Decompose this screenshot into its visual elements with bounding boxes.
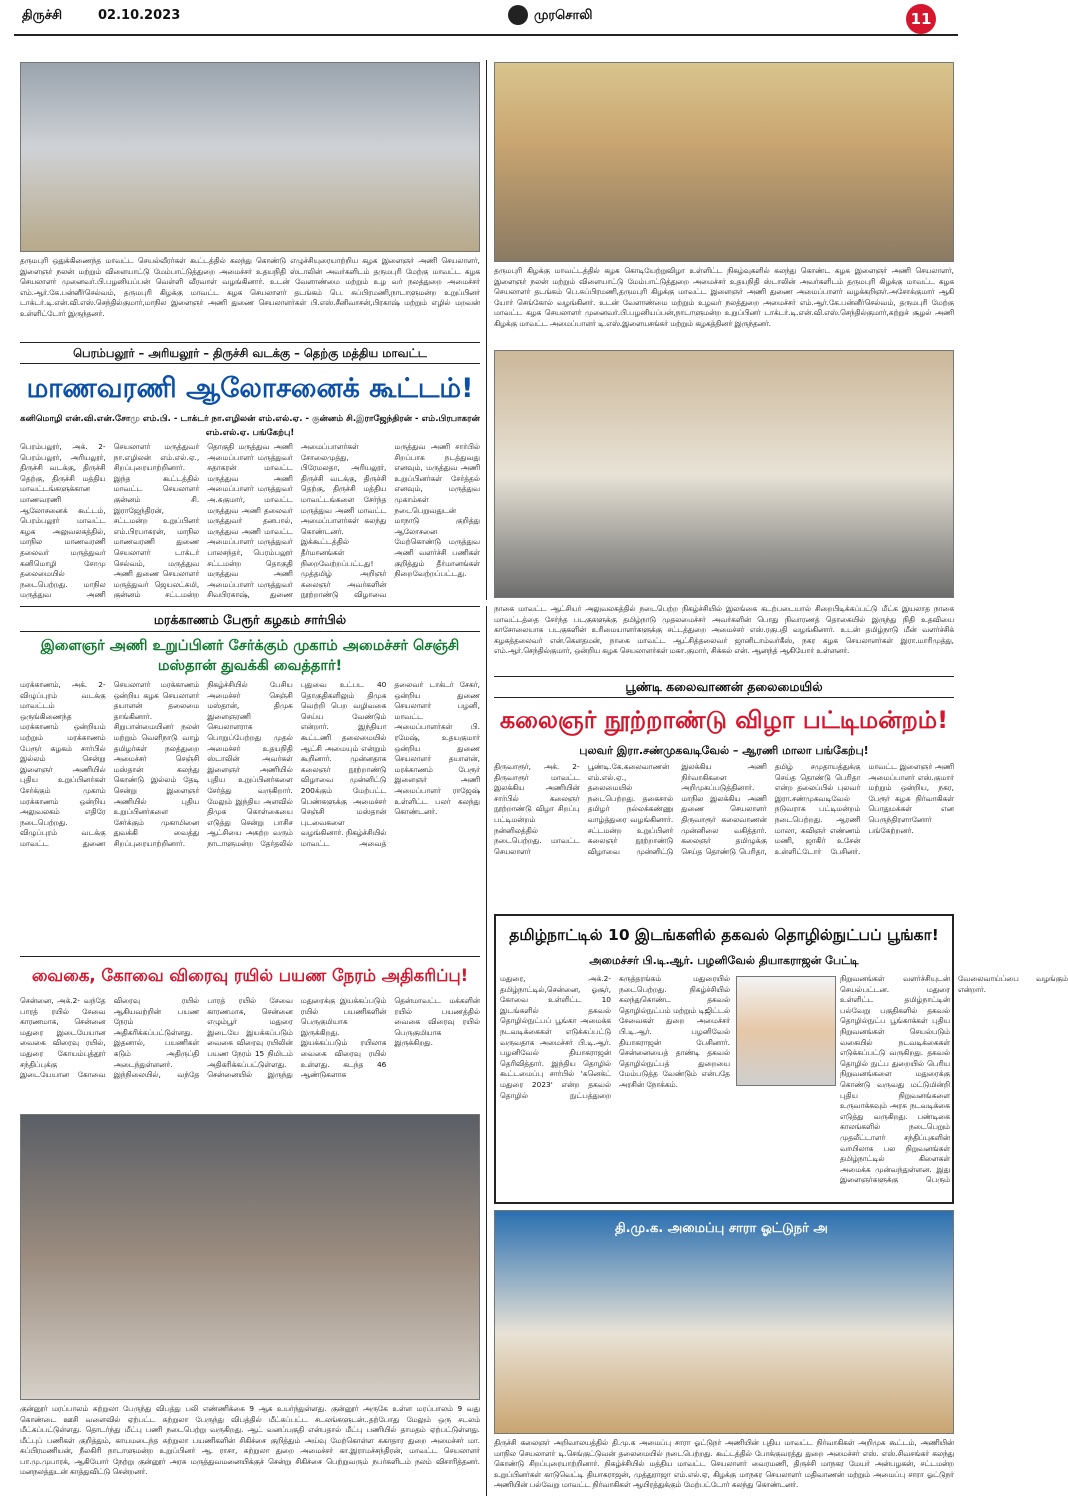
story-kicker: மரக்காணம் பேரூர் கழகம் சார்பில் xyxy=(20,610,480,632)
edition-date: 02.10.2023 xyxy=(98,8,181,23)
edition-place: திருச்சி xyxy=(22,8,63,23)
story-body: பெரம்பலூர், அக். 2- பெரம்பலூர், அரியலூர், திருச்சி வடக்கு, திருச்சி தெற்கு, திருச்சி மத்திய மாவட்டங்களுக்கான மாணவரணி ஆலோசனைக் கூட்டம், பெரம்பலூர் மாவட்ட கழக அலுவலகத்தில், மாநில மாணவரணி தலைவர் மருத்துவர் கனிமொழி சோமு தலைமையில் நடைபெற்றது. மாநில மருத்துவ அணி செயலாளர் மருத்துவர் நா.எழிலன் எம்.எல்.ஏ., சிறப்புரையாற்றினார். இந்த கூட்டத்தில் மாவட்ட செயலாளர் குன்னம் சி. இராஜேந்திரன், சட்டமன்ற உறுப்பினர் எம்.பிரபாகரன், மாநில மாணவரணி துணை செயலாளர் டாக்டர் செல்வம், மருத்துவ அணி துணை செயலாளர் மருத்துவர் ஜெயலட்சுமி, குன்னம் சட்டமன்ற தொகுதி மருத்துவ அணி அமைப்பாளர் மருத்துவர் சுதாகரன் மாவட்ட மருத்துவ அணி அமைப்பாளர் மருத்துவர் அ.சுகுமார், மாவட்ட மருத்துவ அணி தலைவர் மருத்துவர் தனபால், மருத்துவ அணி மாவட்ட அமைப்பாளர் மருத்துவர் பாலசந்தர், பெரம்பலூர் சட்டமன்ற தொகுதி மருத்துவ அணி அமைப்பாளர் மருத்துவர் சிவபிரகாஷ், துணை அமைப்பாளர்கள் சோலைமுத்து, பிரேமலதா, அரியலூர், திருச்சி வடக்கு, திருச்சி தெற்கு, திருச்சி மத்திய மாவட்டங்களை சேர்ந்த மருத்துவ அணி மாவட்ட அமைப்பாளர்கள் கலந்து கொண்டனர். இக்கூட்டத்தில் தீர்மானங்கள் நிறைவேற்றப்பட்டது! முத்தமிழ் அறிஞர் கலைஞர் அவர்களின் நூற்றாண்டு விழாவை மருத்துவ அணி சார்பில் சிறப்பாக நடத்துவது எனவும், மருத்துவ அணி உறுப்பினர்கள் சேர்த்தல் எனவும், மருத்துவ முகாம்கள் நடைபெறுவதுடன் மாநாடு குறித்து ஆலோசனை மேற்கொண்டு மருத்துவ அணி வளர்ச்சி பணிகள் குறித்தும் தீர்மானங்கள் நிறைவேற்றப்பட்டது. xyxy=(20,442,480,600)
story-box xyxy=(494,914,1068,1204)
story-headline: கலைஞர் நூற்றாண்டு விழா பட்டிமன்றம்! xyxy=(499,706,949,734)
photo-caption: தருமபுரி ஒதுக்கிணைந்த மாவட்ட செயல்வீரர்கள் கூட்டத்தில் கலந்து கொண்டு எழுச்சியுரையாற்றிய கழக இளைஞர் அணி செயலாளர், இளைஞர் நலன் மற்றும் விளையாட்டு மேம்பாட்டுத்துறை அமைச்சர் உதயநிதி ஸ்டாலின் அவர்களிடம் தருமபுரி மேற்கு மாவட்ட கழக செயலாளர் முனைவர்.பி.பழனியப்பன் வெள்ளி வீரவாள் வழங்கினார். உடன் வேளாண்மை மற்றும் உழ வர் நலத்துறை அமைச்சர் எம்.ஆர்.கே.பன்னீர்செல்வம், தருமபுரி கிழக்கு மாவட்ட கழக செயலாளர் தடங்கம் பெ. சுப்பிரமணி,நாடாளுமன்ற உறுப்பினர் டாக்டர்.டி.என்.வி.எஸ்.செந்தில்குமார்,மாநில இளைஞர் அணி துணை செயலாளர்கள் பி.எஸ்.சீனிவாசன்,பிரகாஷ் மற்றும் எழில் மறவன் உள்ளிட்டோர் இருந்தனர். xyxy=(20,256,480,318)
story-byline: கனிமொழி என்.வி.என்.சோமு எம்.பி. - டாக்டர் நா.எழிலன் எம்.எல்.ஏ. - குன்னம் சி.இராஜேந்திரன் - எம்.பிரபாகரன் எம்.எல்.ஏ. பங்கேற்பு! xyxy=(20,414,480,438)
story-body: மரக்காணம், அக். 2- விழுப்புரம் வடக்கு மாவட்டம் ஒருங்கிணைந்த மரக்காணம் ஒன்றியம் மற்றும் மரக்காணம் பேரூர் கழகம் சார்பில் இல்லம் சென்று இளைஞர் அணியில் புதிய உறுப்பினர்கள் சேர்க்கும் முகாம் மரக்காணம் ஒன்றிய அலுவலகம் எதிரே நடைபெற்றது. விழுப்புரம் வடக்கு மாவட்ட துணை செயலாளர் மரக்காணம் ஒன்றிய கழக செயலாளர் தயாளன் தலைமை தாங்கினார். சிறுபான்மையினர் நலன் மற்றும் வெளிநாடு வாழ் தமிழர்கள் நலத்துறை அமைச்சர் செஞ்சி மஸ்தான் கலந்து கொண்டு இல்லம் தேடி சென்று இளைஞர் அணியில் புதிய உறுப்பினர்களை சேர்க்கும் முகாமினை துவக்கி வைத்து சிறப்புரையாற்றினார். நிகழ்ச்சியில் பேசிய அமைச்சர் செஞ்சி மஸ்தான், திமுக இளைஞரணி செயலாளராக பொறுப்பேற்றது முதல் அமைச்சர் உதயநிதி ஸ்டாலின் அவர்கள் இளைஞர் அணியில் புதிய உறுப்பினர்களை சேர்த்து வருகிறார். மேலும் இந்திய அளவில் திமுக கொள்கையை எடுத்து சென்று பாசிச ஆட்சியை அகற்ற வரும் நாடாளுமன்ற தேர்தலில் புதுவை உட்பட 40 தொகுதிகளிலும் திமுக வெற்றி பெற வழிவகை செய்ய வேண்டும் என்றார். இந்தியா கூட்டணி தலைமையில் ஆட்சி அமையும் என்றும் கூறினார். முன்னதாக கலைஞர் நூற்றாண்டு விழாவை முன்னிட்டு 200க்கும் மேற்பட்ட பெண்களுக்கு அமைச்சர் செஞ்சி மஸ்தான் புடவைகளை வழங்கினார். நிகழ்ச்சியில் மாவட்ட அவைத் தலைவர் டாக்டர் சேகர், ஒன்றிய துணை செயலாளர் பழனி, மாவட்ட அமைப்பாளர்கள் பி. ரமேஷ், உதயகுமார் ஒன்றிய துணை செயலாளர் தயாளன், மரக்காணம் பேரூர் இளைஞர் அணி அமைப்பாளர் ராஜேஷ் உள்ளிட்ட பலர் கலந்து கொண்டனர். xyxy=(20,680,480,848)
photo-drivers-wing-meeting xyxy=(494,1210,954,1434)
column-divider xyxy=(486,60,487,600)
page-number-badge: 11 xyxy=(906,4,936,34)
newspaper-logo-icon xyxy=(508,5,528,25)
photo-caption: திருச்சி கலைஞர் அறிவாலயத்தில் தி.மு.க அமைப்பு சாரா ஓட்டுநர் அணியின் புதிய மாவட்ட நிர்வாகிகள் அறிமுக கூட்டம், அணியின் மாநில செயலாளர் டி.செங்குட்டுவன் தலைமையில் நடைபெற்றது. கூட்டத்தில் போக்குவரத்து துறை அமைச்சர் எஸ். எஸ்.சிவசங்கர் கலந்து கொண்டு சிறப்புரையாற்றினார். நிகழ்ச்சியில் மத்திய மாவட்ட செயலாளர் வைரமணி, திருச்சி மாநகர மேயர் அன்பழகன், சட்டமன்ற உறுப்பினர்கள் காடுவெட்டி தியாகராஜன், முத்துராஜா எம்.எல்.ஏ, கிழக்கு மாநகர செயலாளர் மதிவாணன் மற்றும் அமைப்பு சாரா ஓட்டுநர் அணியின் பல்வேறு மாவட்ட நிர்வாகிகள் ஆயிரத்துக்கும் மேற்பட்டோர் கலந்து கொண்டனர். xyxy=(494,1438,954,1489)
story-body: சென்னை, அக்.2- வந்தே பாரத் ரயில் சேவை காரணமாக, சென்னை மதுரை இடையேயான வைகை விரைவு ரயில், மதுரை கோயம்புத்தூர் சந்திப்புக்கு இடையேயான கோவை விரைவு ரயில் ஆகியவற்றின் பயண நேரம் அதிகரிக்கப்பட்டுள்ளது. இதனால், பயணிகள் கடும் அதிருப்தி அடைந்துள்ளனர். இந்நிலையில், வந்தே பாரத் ரயில் சேவை காரணமாக, சென்னை எழும்பூர் மதுரை இடையே இயக்கப்படும் வைகை விரைவு ரயிலின் பயண நேரம் 15 நிமிடம் அதிகரிக்கப்பட்டுள்ளது. சென்னையில் இருந்து மதுரைக்கு இயக்கப்படும் ரயில் பயணிகளின் பெருகுமியாக இருக்கிறது. இயக்கப்படும் ரயிலாக வைகை விரைவு ரயில் உள்ளது. கடந்த 46 ஆண்டுகளாக தென்மாவட்ட மக்களின் ரயில் பயணத்தில் வைகை விரைவு ரயில் பெருகுமியாக இருக்கிறது. xyxy=(20,996,480,1080)
photo-minister-portrait xyxy=(736,976,836,1086)
story-headline: மாணவரணி ஆலோசனைக் கூட்டம்! xyxy=(26,373,474,404)
story-headline: தமிழ்நாட்டில் 10 இடங்களில் தகவல் தொழில்நுட்பப் பூங்கா! xyxy=(509,926,939,944)
photo-flag-event xyxy=(494,62,954,262)
story-kicker: பெரம்பலூர் – அரியலூர் – திருச்சி வடக்கு – தெற்கு மத்திய மாவட்ட xyxy=(20,342,480,364)
story-byline: அமைச்சர் பி.டி.ஆர். பழனிவேல் தியாகராஜன் பேட்டி xyxy=(589,954,859,967)
story-body: திருவாரூர், அக். 2- திருவாரூர் மாவட்ட இலக்கிய அணியின் சார்பில் கலைஞர் நூற்றாண்டு விழா சிறப்பு பட்டிமன்றம் நன்னிலத்தில் நடைபெற்றது. மாவட்ட செயலாளர் பூண்டி.கே.கலைவாணன் எம்.எல்.ஏ., தலைமையில் நடைபெற்றது. தகைசால் தமிழர் நல்லக்கண்ணு வாழ்த்துரை வழங்கினார். சட்டமன்ற உறுப்பினர் கலைஞர் நூற்றாண்டு விழாவை முன்னிட்டு இலக்கிய அணி நிர்வாகிகளை அறிமுகப்படுத்தினார். மாநில இலக்கிய அணி துணை செயலாளர் திருவாரூர் கலைவாணன் முன்னிலை வகித்தார். கலைஞர் தமிழுக்கு செய்த தொண்டு பெரிதா, தமிழ் சமுதாயத்துக்கு செய்த தொண்டு பெரிதா என்ற தலைப்பில் புலவர் இரா.சண்முகவடிவேல் நடுவராக பட்டிமன்றம் நடைபெற்றது. ஆரணி மாலா, கவிஞர் எண்ணம் மணி, ஜாகிர் உசேன் உள்ளிட்டோர் பேசினர். மாவட்ட இளைஞர் அணி அமைப்பாளர் எஸ்.குமார் மற்றும் ஒன்றிய, நகர, பேரூர் கழக நிர்வாகிகள் பொதுமக்கள் என பெருந்திரளானோர் பங்கேற்றனர். xyxy=(494,762,954,856)
photo-caption: குன்னூர் மரப்பாலம் சுற்றுலா பேருந்து விபத்து பலி எண்ணிக்கை 9 ஆக உயர்ந்துள்ளது. குன்னூர் அருகே உள்ள மரப்பாலம் 9 வது கொண்டை ஊசி வளைவில் ஏற்பட்ட சுற்றுலா பேருந்து விபத்தில் மீட்கப்பட்ட சடலங்களுடன்..தற்போது மேலும் ஒரு சடலம் மீட்கப்பட்டுள்ளது. தொடர்ந்து மீட்பு பணி நடைபெற்று வருகிறது. ஆட் வனப்பகுதி என்பதால் மீட்பு பணியில் தாமதம் ஏற்பட்டுள்ளது. மீட்புப் பணிகள் குறித்தும், காயமடைந்த சுற்றுலா பயணிகளின் சிகிச்சை குறித்தும் அய்வு மேற்கொள்ள சுகாதார துறை அமைச்சர் மா. சுப்பிரமணியன், நீலகிரி நாடாளுமன்ற உறுப்பினர் ஆ. ராசா, சுற்றுலா துறை அமைச்சர் கா.இராமச்சந்திரன், மாவட்ட செயலாளர் பா.மு.முபாரக், ஆகியோர் நேற்று குன்னூர் அரசு மருத்துவமனையிக்குச் சென்று சிகிச்சை பெற்றுவரும் நபர்களிடம் நலம் விசாரித்தனர். மனநலத்துடன் காத்துவிட்டு சென்றனர். xyxy=(20,1404,480,1476)
story-body: மதுரை, அக்.2- தமிழ்நாட்டில்,சென்னை, ஓசூர், கோவை உள்ளிட்ட 10 இடங்களில் தகவல் தொழில்நுட்பப் பூங்கா அமைக்க நடவடிக்கைகள் எடுக்கப்பட்டு வருவதாக அமைச்சர் பி.டி.ஆர். பழனிவேல் தியாகராஜன் தெரிவித்தார். இந்திய தொழில் கூட்டமைப்பு சார்பில் 'கனெக்ட் மதுரை 2023' என்ற தகவல் தொழில் நுட்பத்துறை கருத்தரங்கம் மதுரையில் நடைபெற்றது. நிகழ்ச்சியில் கலந்துகொண்ட தகவல் தொழில்நுட்பம் மற்றும் டிஜிட்டல் சேவைகள் துறை அமைச்சர் பி.டி.ஆர். பழனிவேல் தியாகராஜன் பேசினார். சென்னையைத் தாண்டி தகவல் தொழில்நுட்பத் துறையை மேம்படுத்த வேண்டும் என்பதே அரசின் நோக்கம். xyxy=(500,974,730,1100)
newspaper-name: முரசொலி xyxy=(534,8,593,23)
section-rule xyxy=(20,606,480,607)
photo-hospital-visit xyxy=(20,1114,480,1400)
photo-stage-event xyxy=(20,62,480,252)
story-byline: புலவர் இரா.சண்முகவடிவேல் – ஆரணி மாலா பங்கேற்பு! xyxy=(579,744,869,757)
photo-caption: தருமபுரி கிழக்கு மாவட்டத்தில் கழக கொடியேற்றுவிழா உள்ளிட்ட நிகழ்வுகளில் கலந்து கொண்ட கழக இளைஞர் அணி செயலாளர், இளைஞர் நலன் மற்றும் விளையாட்டு மேம்பாட்டுத்துறை அமைச்சர் உதயநிதி ஸ்டாலின் அவர்களிடம் தருமபுரி கிழக்கு மாவட்ட கழக செயலாளர் தடங்கம் பெ.சுப்பிரமணி,தருமபுரி கிழக்கு மாவட்ட இளைஞர் அணி துணை அமைப்பாளர் வழக்கறிஞர்.அசோக்குமார் ஆகி யோர் செங்கோல் வழங்கினர். உடன் வேளாண்மை மற்றும் உழவர் நலத்துறை அமைச்சர் எம்.ஆர்.கே.பன்னீர்செல்வம், தருமபுரி மேற்கு மாவட்ட கழக செயலாளர் முனைவர்.பி.பழனியப்பன்,நாடாளுமன்ற உறுப்பினர் டாக்டர்.டி.என்.வி.எஸ்.செந்தில்குமார்,சுற்றுச் சூழல் அணி கிழக்கு மாவட்ட அமைப்பாளர் டி.எஸ்.இளையசங்கர் மற்றும் கழகத்தினர் இருந்தனர். xyxy=(494,266,954,328)
story-kicker: பூண்டி கலைவாணன் தலைமையில் xyxy=(494,676,954,698)
story-headline: இளைஞர் அணி உறுப்பினர் சேர்க்கும் முகாம் அமைச்சர் செஞ்சி மஸ்தான் துவக்கி வைத்தார்! xyxy=(40,638,460,674)
column-divider xyxy=(486,606,487,1496)
story-headline: வைகை, கோவை விரைவு ரயில் பயண நேரம் அதிகரிப்பு! xyxy=(31,966,469,985)
banner-text: தி.மு.க. அமைப்பு சாரா ஓட்டுநர் அ xyxy=(615,1221,828,1236)
section-rule xyxy=(20,956,480,957)
masthead-rule xyxy=(14,34,958,36)
photo-relief-cheque xyxy=(494,350,954,598)
story-body: நிறுவனங்கள் வளர்ச்சியுடன் செயல்பட்டன. மதுரை உள்ளிட்ட தமிழ்நாட்டின் பல்வேறு பகுதிகளில் தகவல் தொழில்நுட்ப பூங்காக்கள் புதிய நிறுவனங்கள் செயல்படும் வகையில் நடவடிக்கைகள் எடுக்கப்பட்டு வருகிறது. தகவல் தொழில் நுட்ப துறையில் பெரிய நிறுவனங்களை மதுரைக்கு கொண்டு வருவது மட்டுமின்றி புதிய நிறுவனங்களை உருவாக்கவும் அரசு நடவடிக்கை எடுத்து வருகிறது. பண்டிகை காலங்களில் நடைபெறும் முதலீட்டாளர் சந்திப்புகளின் வாயிலாக பல நிறுவனங்கள் தமிழ்நாட்டில் கிளைகள் அமைக்க முன்வந்துள்ளன. இது இளைஞர்களுக்கு பெரும் வேலைவாய்ப்பை வழங்கும் என்றார். xyxy=(840,974,1068,1185)
photo-caption: நாகை மாவட்ட ஆட்சியர் அலுவலகத்தில் நடைபெற்ற நிகழ்ச்சியில் இலங்கை கடற்படையால் சிறைபிடிக்கப்பட்டு மீட்க இயலாத நாகை மாவட்டத்தை சேர்ந்த படகுகளுக்கு தமிழ்நாடு முதலமைச்சர் அவர்களின் பொது நிவாரணத் தொகையில் இருந்து நிதி உதவியை காசோலையாக படகுகளின் உரிமையாளர்களுக்கு சட்டத்துறை அமைச்சர் எஸ்.ரகுபதி வழங்கினார். உடன் தமிழ்நாடு மீன் வளர்ச்சிக் கழகத்தலைவர் என்.கௌதமன், நாகை மாவட்ட ஆட்சித்தலைவர் ஜானிடாம்வர்கீஸ், நகர கழக செயலாளர்கள் இரா.மாரிமுத்து, எம்.ஆர்.செந்தில்குமார், ஒன்றிய கழக செயலாளர்கள் மகா.குமார், சிக்கல் என். ஆனந்த் ஆகியோர் உள்ளனர். xyxy=(494,604,954,655)
